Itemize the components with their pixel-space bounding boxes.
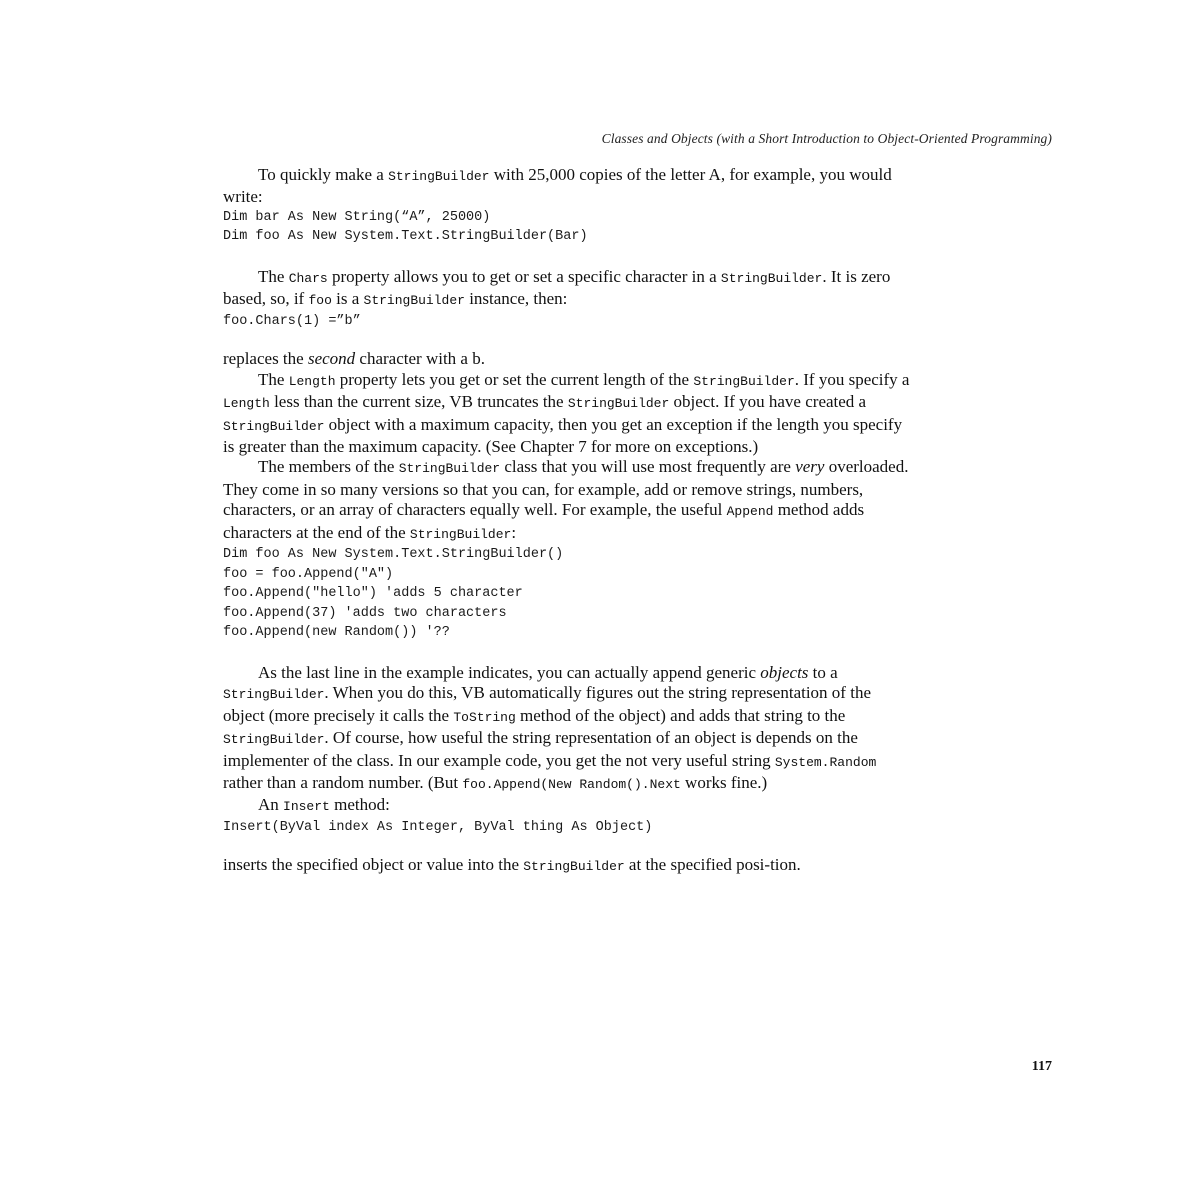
inline-code: StringBuilder: [693, 373, 795, 389]
text: . When you do this, VB automatically figures out the string representation of the object (more precisely it calls the: [223, 683, 871, 725]
text: less than the current size, VB truncates the: [269, 392, 568, 412]
text: . Of course, how useful the string representation of an object is depends on the implementer of the class. In our example code, you get the not very useful string: [223, 728, 858, 770]
inline-code: StringBuilder: [223, 418, 325, 434]
text: with 25,000 copies of the letter A, for example, you would write:: [223, 165, 892, 207]
emphasis: very: [795, 457, 825, 477]
text: method:: [329, 795, 390, 815]
inline-code: Insert: [283, 799, 330, 815]
emphasis: second: [307, 349, 356, 369]
paragraph-2: [223, 267, 913, 312]
text: to a: [808, 663, 838, 683]
paragraph-6: [223, 663, 913, 795]
inline-code: System.Random: [774, 754, 877, 770]
inline-code: StringBuilder: [567, 396, 670, 412]
inline-code: foo.Append(New Random().Next: [462, 777, 681, 793]
text: An: [258, 795, 284, 815]
text: To quickly make a: [258, 165, 389, 184]
text: is a: [331, 289, 364, 309]
paragraph-3: [223, 349, 913, 369]
text: The: [258, 369, 289, 389]
inline-code: ToString: [453, 709, 516, 725]
text: overloaded. They come in so many versions so that you can, for example, add or remove strings, numbers, characters, or an array of characters equally well. For example, the useful: [223, 457, 909, 520]
inline-code: StringBuilder: [388, 169, 490, 184]
inline-code: foo: [308, 293, 332, 309]
code-block-2: foo.Chars(1) =”b”: [223, 313, 361, 329]
text: character with a b.: [355, 349, 485, 369]
text: The members of the: [258, 457, 399, 477]
inline-code: StringBuilder: [720, 271, 823, 286]
paragraph-4: [223, 370, 913, 458]
text: inserts the specified object or value into the: [223, 855, 524, 875]
text: object. If you have created a: [669, 392, 867, 412]
page-number: 117: [1031, 1059, 1052, 1074]
inline-code: StringBuilder: [363, 293, 465, 309]
text: property allows you to get or set a specific character in a: [327, 267, 721, 286]
text: As the last line in the example indicates, you can actually append generic: [258, 663, 761, 683]
inline-code: Chars: [288, 271, 328, 286]
inline-code: StringBuilder: [523, 859, 625, 875]
code-block-1: Dim bar As New String(“A”, 25000) Dim foo As New System.Text.StringBuilder(Bar): [223, 209, 588, 245]
text: method of the object) and adds that string to the: [515, 705, 846, 725]
text: object with a maximum capacity, then you get an exception if the length you specify is greater than the maximum capacity. (See Chapter 7 for more on exceptions.): [223, 414, 903, 457]
text: property lets you get or set the current length of the: [335, 369, 694, 389]
inline-code: Length: [288, 373, 336, 389]
paragraph-1: [223, 165, 913, 208]
paragraph-5: [223, 457, 913, 545]
page-body: [223, 165, 913, 878]
text: The: [258, 267, 289, 286]
code-block-4: Insert(ByVal index As Integer, ByVal thing As Object): [223, 819, 653, 835]
text: replaces the: [223, 349, 308, 369]
text: class that you will use most frequently are: [500, 457, 796, 477]
text: works fine.): [680, 773, 768, 793]
text: . If you specify a: [794, 369, 910, 389]
inline-code: StringBuilder: [409, 526, 512, 542]
text: . It is zero based, so, if: [223, 267, 891, 309]
inline-code: StringBuilder: [398, 461, 501, 477]
text: :: [511, 522, 517, 542]
text: at the specified posi-tion.: [624, 855, 801, 875]
running-header: Classes and Objects (with a Short Introduction to Object-Oriented Programming): [601, 131, 1052, 146]
text: instance, then:: [464, 289, 568, 309]
paragraph-7: [223, 795, 913, 817]
inline-code: StringBuilder: [223, 687, 325, 703]
inline-code: Append: [726, 504, 774, 520]
emphasis: objects: [760, 663, 809, 683]
inline-code: StringBuilder: [223, 732, 325, 748]
paragraph-8: [223, 855, 913, 877]
text: rather than a random number. (But: [223, 773, 463, 793]
code-block-3: Dim foo As New System.Text.StringBuilder() foo = foo.Append("A") foo.Append("hello") 'adds 5 character foo.Append(37) 'adds two characters foo.Append(new Random()) '??: [223, 547, 564, 641]
inline-code: Length: [223, 396, 270, 412]
text: method adds characters at the end of the: [223, 500, 865, 542]
